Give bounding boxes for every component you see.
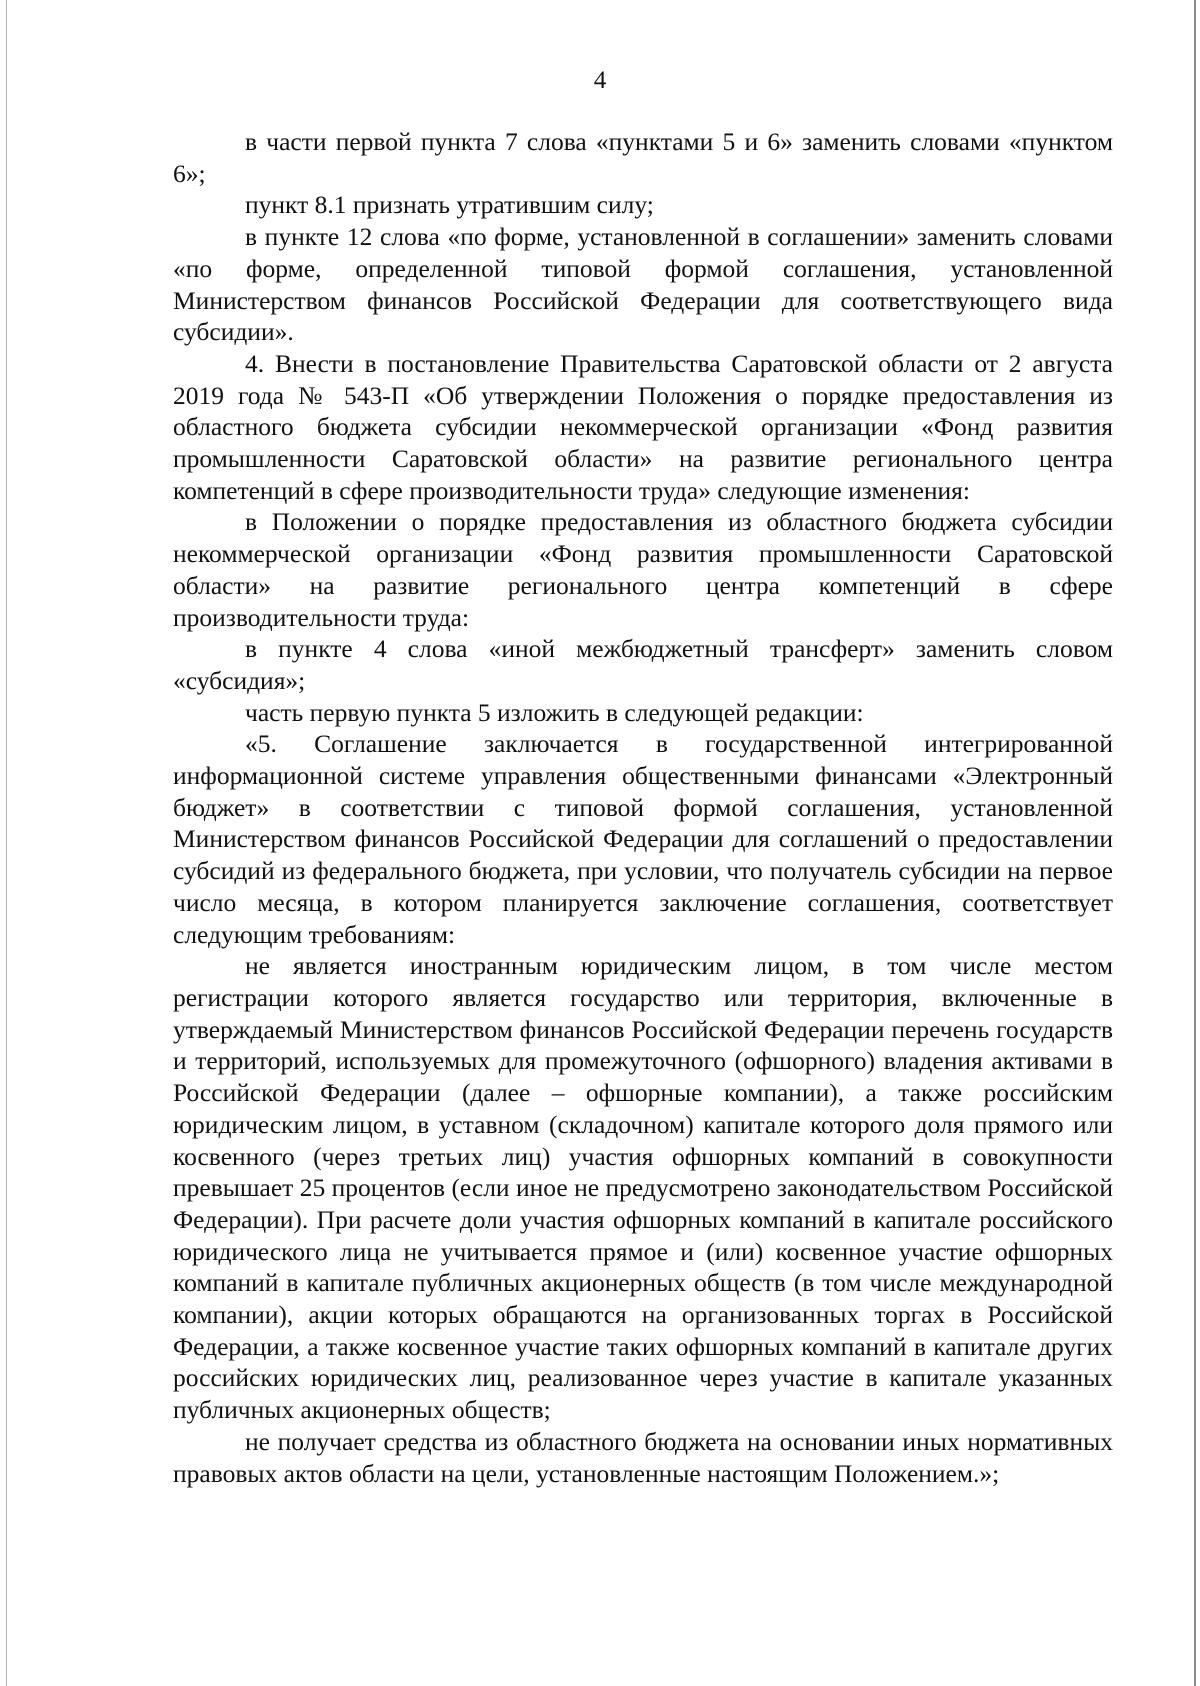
paragraph-regulation-intro: в Положении о порядке предоставления из областного бюджета субсидии некоммерческой организации «Фонд развития промышленности Саратовской области» на развитие регионального центра компетенций в сфере производительности труда: bbox=[173, 507, 1113, 632]
paragraph-agreement-clause: «5. Соглашение заключается в государственной интегрированной информационной системе управления общественными финансами «Электронный бюджет» в соответствии с типовой формой соглашения, установленной Министерством финансов Российской Федерации для соглашений о предоставлении субсидий из федерального бюджета, при условии, что получатель субсидии на первое число месяца, в котором планируется заключение соглашения, соответствует следующим требованиям: bbox=[173, 729, 1113, 949]
paragraph-item-12-amendment: в пункте 12 слова «по форме, установленной в соглашении» заменить словами «по форме, определенной типовой формой соглашения, установленной Министерством финансов Российской Федерации для соответствующего вида субсидии». bbox=[173, 222, 1113, 347]
paragraph-item-4-amendment: в пункте 4 слова «иной межбюджетный трансферт» заменить словом «субсидия»; bbox=[173, 634, 1113, 695]
paragraph-funds-requirement: не получает средства из областного бюджета на основании иных нормативных правовых актов области на цели, установленные настоящим Положением.»; bbox=[173, 1426, 1113, 1488]
paragraph-item-7-amendment: в части первой пункта 7 слова «пунктами 5 и 6» заменить словами «пунктом 6»; bbox=[173, 127, 1113, 188]
paragraph-item-5-new-wording: часть первую пункта 5 изложить в следующей редакции: bbox=[245, 697, 864, 727]
paragraph-section-4-intro: 4. Внести в постановление Правительства Саратовской области от 2 августа 2019 года № 543-П «Об утверждении Положения о порядке предоставления из областного бюджета субсидии некоммерческой организации «Фонд развития промышленности Саратовской области» на развитие регионального центра компетенций в сфере производительности труда» следующие изменения: bbox=[173, 348, 1113, 505]
paragraph-offshore-requirement: не является иностранным юридическим лицом, в том числе местом регистрации которого является государство или территория, включенные в утверждаемый Министерством финансов Российской Федерации перечень государств и территорий, используемых для промежуточного (офшорного) владения активами в Российской Федерации (далее – офшорные компании), а также российским юридическим лицом, в уставном (складочном) капитале которого доля прямого или косвенного (через третьих лиц) участия офшорных компаний в совокупности превышает 25 процентов (если иное не предусмотрено законодательством Российской Федерации). При расчете доли участия офшорных компаний в капитале российского юридического лица не учитывается прямое и (или) косвенное участие офшорных компаний в капитале публичных акционерных обществ (в том числе международной компании), акции которых обращаются на организованных торгах в Российской Федерации, а также косвенное участие таких офшорных компаний в капитале других российских юридических лиц, реализованное через участие в капитале указанных публичных акционерных обществ; bbox=[173, 951, 1113, 1425]
document-body bbox=[173, 126, 1113, 1489]
scan-edge-right bbox=[1194, 0, 1196, 1686]
page-number: 4 bbox=[593, 67, 607, 94]
paragraph-item-8-1-repeal: пункт 8.1 признать утратившим силу; bbox=[245, 190, 654, 220]
scan-edge-left bbox=[6, 0, 7, 1686]
